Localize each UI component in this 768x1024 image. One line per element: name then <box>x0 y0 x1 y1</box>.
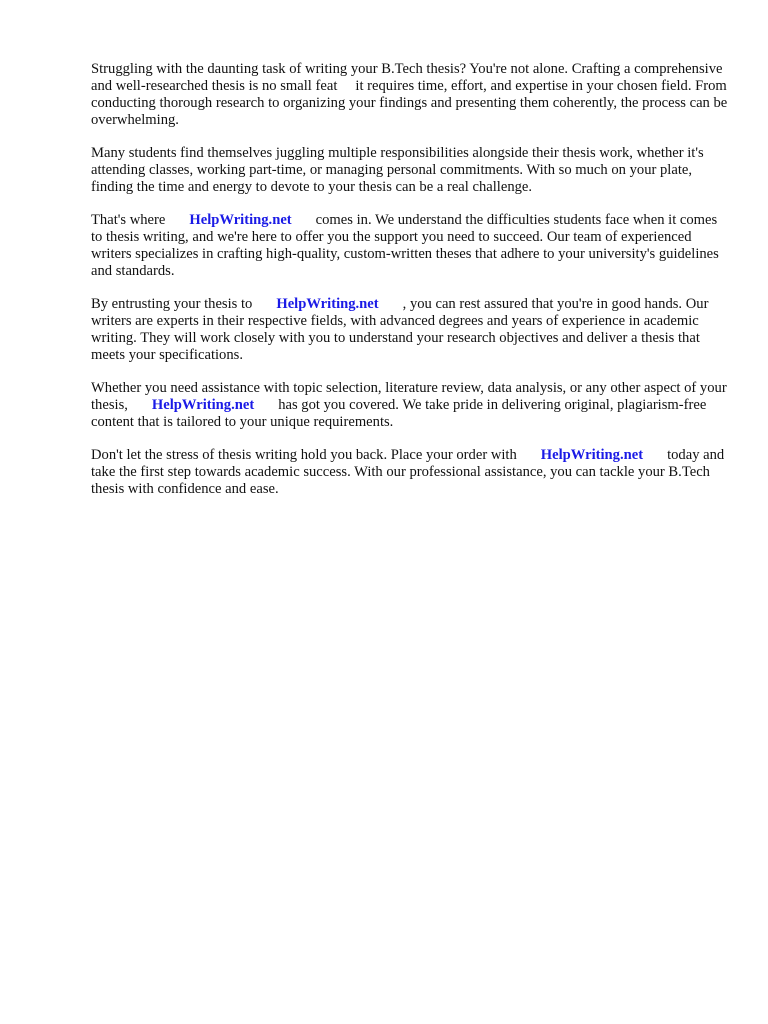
paragraph-text: Don't let the stress of thesis writing hold you back. Place your order with <box>91 447 517 463</box>
paragraph-intro <box>91 61 731 129</box>
paragraph-text: Struggling with the daunting task of writing your B.Tech thesis? You're not alone. Crafting a comprehensive and well-researched thesis is no small feat <box>91 61 723 94</box>
helpwriting-link[interactable]: HelpWriting.net <box>540 447 644 463</box>
paragraph-text: , you can rest assured that you're in good hands. Our writers are experts in their respective fields, with advanced degrees and years of experience in academic writing. They will work closely with you to understand your research objectives and deliver a thesis that meets your specifications. <box>91 296 709 363</box>
paragraph-text: By entrusting your thesis to <box>91 296 253 312</box>
paragraph-text: That's where <box>91 212 166 228</box>
document-body <box>91 61 731 514</box>
paragraph-text: today and take the first step towards academic success. With our professional assistance, you can tackle your B.Tech thesis with confidence and ease. <box>91 447 725 497</box>
paragraph-text: it requires time, effort, and expertise in your chosen field. From conducting thorough research to organizing your findings and presenting them coherently, the process can be overwhelming. <box>91 78 728 128</box>
helpwriting-link[interactable]: HelpWriting.net <box>276 296 379 312</box>
paragraph-thats-where <box>91 212 731 280</box>
paragraph-assistance <box>91 380 731 431</box>
paragraph-closing <box>91 447 731 498</box>
paragraph-entrusting <box>91 296 731 364</box>
paragraph-text: comes in. We understand the difficulties students face when it comes to thesis writing, and we're here to offer you the support you need to succeed. Our team of experienced writers specializes in crafting high-quality, custom-written theses that adhere to your university's guidelines and standards. <box>91 212 719 279</box>
paragraph-text: Many students find themselves juggling multiple responsibilities alongside their thesis work, whether it's attending classes, working part-time, or managing personal commitments. With so much on your plate, finding the time and energy to devote to your thesis can be a real challenge. <box>91 145 704 195</box>
paragraph-challenges <box>91 145 731 196</box>
helpwriting-link[interactable]: HelpWriting.net <box>151 397 255 413</box>
helpwriting-link[interactable]: HelpWriting.net <box>189 212 292 228</box>
paragraph-text: has got you covered. We take pride in delivering original, plagiarism-free content that is tailored to your unique requirements. <box>91 397 707 430</box>
paragraph-text: Whether you need assistance with topic selection, literature review, data analysis, or any other aspect of your thesis, <box>91 380 727 413</box>
